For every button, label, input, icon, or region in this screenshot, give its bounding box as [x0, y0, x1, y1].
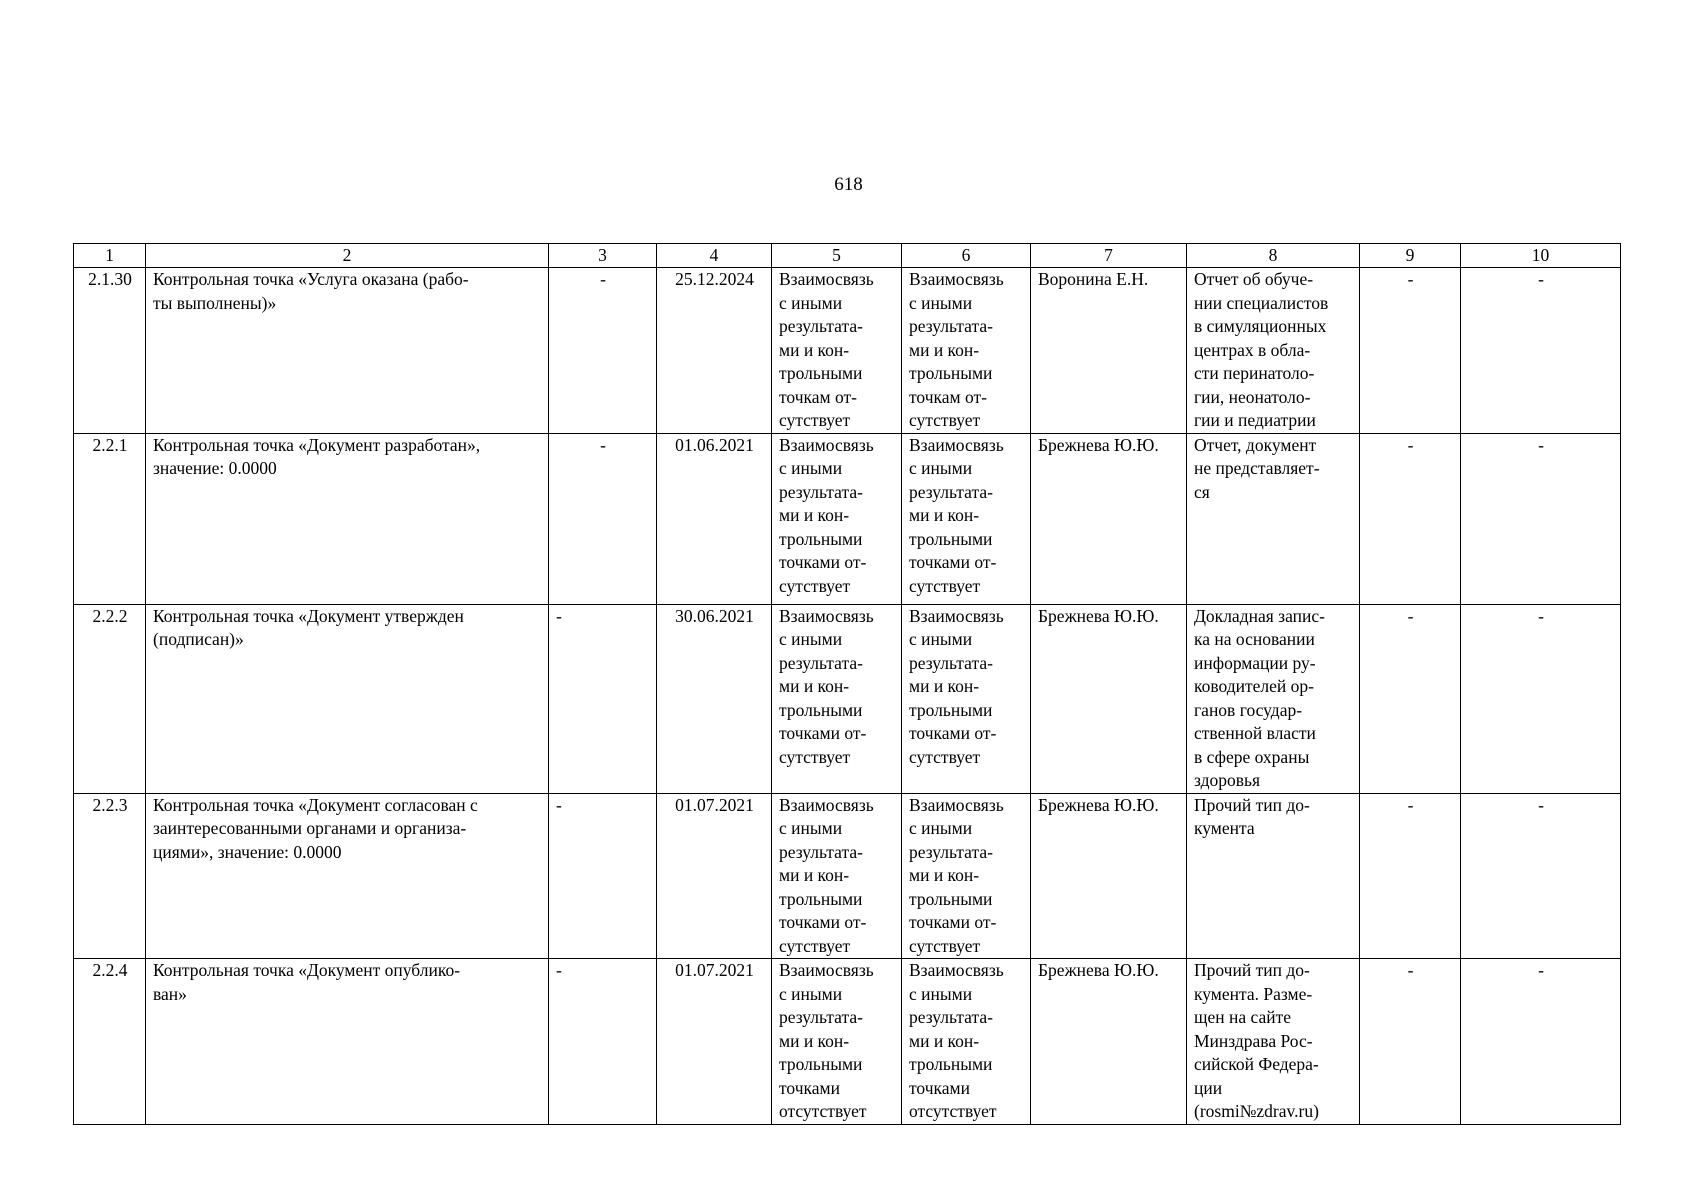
- document-type: Отчет об обуче- нии специалистов в симуляционных центрах в обла- сти перинатоло- гии, неонатоло- гии и педиатрии: [1187, 268, 1360, 434]
- responsible-person: Брежнева Ю.Ю.: [1031, 433, 1187, 604]
- col3-value: -: [549, 793, 657, 959]
- table-row: [74, 959, 1621, 1125]
- responsible-person: Брежнева Ю.Ю.: [1031, 604, 1187, 793]
- column-header: 7: [1031, 244, 1187, 268]
- col9-value: -: [1360, 268, 1461, 434]
- col3-value: -: [549, 433, 657, 604]
- table-row: [74, 604, 1621, 793]
- due-date: 01.06.2021: [657, 433, 772, 604]
- relationship-next: Взаимосвязь с иными результата- ми и кон- трольными точками от- сутствует: [902, 793, 1031, 959]
- document-type: Прочий тип до- кумента. Разме- щен на сайте Минздрава Рос- сийской Федера- ции (rosmi№zdrav.ru): [1187, 959, 1360, 1125]
- relationship-previous: Взаимосвязь с иными результата- ми и кон- трольными точками от- сутствует: [772, 433, 902, 604]
- relationship-previous: Взаимосвязь с иными результата- ми и кон- трольными точками от- сутствует: [772, 604, 902, 793]
- control-point-name: Контрольная точка «Услуга оказана (рабо- ты выполнены)»: [146, 268, 549, 434]
- control-point-name: Контрольная точка «Документ согласован с заинтересованными органами и организа- циями», значение: 0.0000: [146, 793, 549, 959]
- relationship-next: Взаимосвязь с иными результата- ми и кон- трольными точками от- сутствует: [902, 433, 1031, 604]
- col9-value: -: [1360, 433, 1461, 604]
- relationship-previous: Взаимосвязь с иными результата- ми и кон- трольными точками от- сутствует: [772, 793, 902, 959]
- row-number: 2.2.1: [74, 433, 146, 604]
- due-date: 01.07.2021: [657, 959, 772, 1125]
- control-point-name: Контрольная точка «Документ опублико- ван»: [146, 959, 549, 1125]
- col10-value: -: [1461, 604, 1621, 793]
- column-numbers-row: [74, 244, 1621, 268]
- row-number: 2.1.30: [74, 268, 146, 434]
- col10-value: -: [1461, 268, 1621, 434]
- responsible-person: Брежнева Ю.Ю.: [1031, 793, 1187, 959]
- document-type: Докладная запис- ка на основании информации ру- ководителей ор- ганов государ- ственной власти в сфере охраны здоровья: [1187, 604, 1360, 793]
- column-header: 10: [1461, 244, 1621, 268]
- control-point-name: Контрольная точка «Документ разработан», значение: 0.0000: [146, 433, 549, 604]
- col9-value: -: [1360, 604, 1461, 793]
- relationship-previous: Взаимосвязь с иными результата- ми и кон- трольными точками отсутствует: [772, 959, 902, 1125]
- column-header: 9: [1360, 244, 1461, 268]
- due-date: 25.12.2024: [657, 268, 772, 434]
- responsible-person: Воронина Е.Н.: [1031, 268, 1187, 434]
- col3-value: -: [549, 268, 657, 434]
- col9-value: -: [1360, 793, 1461, 959]
- column-header: 3: [549, 244, 657, 268]
- column-header: 2: [146, 244, 549, 268]
- column-header: 8: [1187, 244, 1360, 268]
- row-number: 2.2.4: [74, 959, 146, 1125]
- col3-value: -: [549, 959, 657, 1125]
- document-type: Прочий тип до- кумента: [1187, 793, 1360, 959]
- relationship-next: Взаимосвязь с иными результата- ми и кон- трольными точкам от- сутствует: [902, 268, 1031, 434]
- document-type: Отчет, документ не представляет- ся: [1187, 433, 1360, 604]
- table-row: [74, 268, 1621, 434]
- col9-value: -: [1360, 959, 1461, 1125]
- control-point-name: Контрольная точка «Документ утвержден (подписан)»: [146, 604, 549, 793]
- responsible-person: Брежнева Ю.Ю.: [1031, 959, 1187, 1125]
- relationship-next: Взаимосвязь с иными результата- ми и кон- трольными точками отсутствует: [902, 959, 1031, 1125]
- column-header: 4: [657, 244, 772, 268]
- col3-value: -: [549, 604, 657, 793]
- table-row: [74, 433, 1621, 604]
- table-row: [74, 793, 1621, 959]
- due-date: 01.07.2021: [657, 793, 772, 959]
- row-number: 2.2.3: [74, 793, 146, 959]
- column-header: 1: [74, 244, 146, 268]
- due-date: 30.06.2021: [657, 604, 772, 793]
- col10-value: -: [1461, 959, 1621, 1125]
- column-header: 5: [772, 244, 902, 268]
- relationship-next: Взаимосвязь с иными результата- ми и кон- трольными точками от- сутствует: [902, 604, 1031, 793]
- column-header: 6: [902, 244, 1031, 268]
- page-number: 618: [834, 174, 863, 195]
- control-points-table: [73, 243, 1621, 1125]
- row-number: 2.2.2: [74, 604, 146, 793]
- col10-value: -: [1461, 793, 1621, 959]
- relationship-previous: Взаимосвязь с иными результата- ми и кон- трольными точкам от- сутствует: [772, 268, 902, 434]
- col10-value: -: [1461, 433, 1621, 604]
